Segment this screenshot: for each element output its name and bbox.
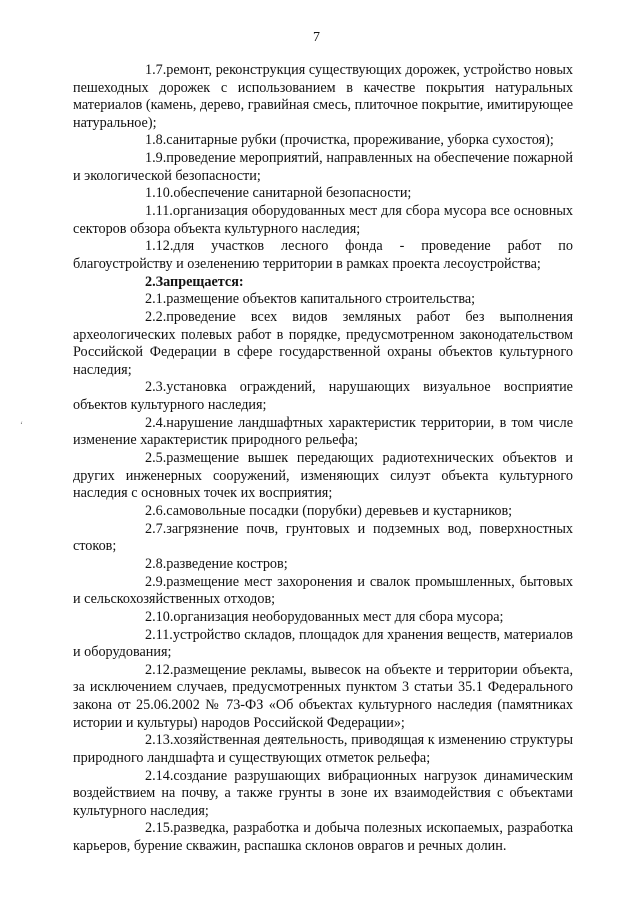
section-heading — [73, 274, 573, 292]
item-text: ремонт, реконструкция существующих дорожек, устройство новых пешеходных дорожек с использованием в качестве покрытия натуральных материалов (камень, дерево, гравийная смесь, плиточное покрытие, имитирующее натуральное); — [73, 62, 573, 131]
list-item — [73, 732, 573, 767]
item-number: 1.8. — [145, 132, 167, 149]
item-number: 2.5. — [145, 450, 167, 466]
item-number: 2.10. — [145, 608, 174, 625]
list-item — [73, 132, 573, 150]
list-item — [73, 62, 573, 132]
item-number: 2.12. — [145, 661, 174, 678]
list-item — [73, 609, 573, 627]
item-text: установка ограждений, нарушающих визуальное восприятие объектов культурного наследия; — [73, 379, 573, 414]
prohibited-list — [73, 291, 573, 855]
document-body — [73, 62, 573, 856]
item-number: 2.11. — [145, 626, 173, 643]
item-number: 2.13. — [145, 732, 174, 749]
list-item — [73, 150, 573, 185]
list-item — [73, 450, 573, 503]
item-number: 2.15. — [145, 820, 174, 837]
item-number: 2.8. — [145, 555, 167, 572]
item-number: 1.7. — [145, 62, 167, 78]
section-title: Запрещается: — [155, 273, 244, 290]
item-text: проведение мероприятий, направленных на обеспечение пожарной и экологической безопасности; — [73, 150, 573, 184]
item-number: 2.3. — [145, 379, 167, 396]
item-text: санитарные рубки (прочистка, прореживание, уборка сухостоя); — [166, 132, 554, 149]
list-item — [73, 415, 573, 450]
item-text: создание разрушающих вибрационных нагрузок динамическим воздействием на почву, а также грунты в зоне их взаимодействия с объектами культурного наследия; — [73, 767, 573, 819]
item-text: нарушение ландшафтных характеристик территории, в том числе изменение характеристик природного рельефа; — [73, 414, 573, 449]
item-text: устройство складов, площадок для хранения веществ, материалов и оборудования; — [73, 626, 573, 661]
list-item — [73, 203, 573, 238]
list-item — [73, 574, 573, 609]
item-text: загрязнение почв, грунтовых и подземных вод, поверхностных стоков; — [73, 520, 573, 555]
item-number: 1.12. — [145, 238, 174, 255]
list-item — [73, 503, 573, 521]
item-number: 2.14. — [145, 767, 174, 784]
allowed-list — [73, 62, 573, 274]
item-number: 2.6. — [145, 502, 167, 519]
item-text: организация необорудованных мест для сбора мусора; — [173, 608, 504, 625]
item-text: размещение рекламы, вывесок на объекте и территории объекта, за исключением случаев, предусмотренных пунктом 3 статьи 35.1 Федерального закона от 25.06.2002 № 73-ФЗ «Об объектах культурного наследия (памятниках истории и культуры) народов Российской Федерации»; — [73, 661, 573, 731]
item-number: 2.2. — [145, 308, 167, 325]
list-item — [73, 627, 573, 662]
list-item — [73, 662, 573, 732]
item-text: размещение мест захоронения и свалок промышленных, бытовых и сельскохозяйственных отходов; — [73, 573, 573, 608]
item-number: 2.1. — [145, 291, 167, 308]
list-item — [73, 768, 573, 821]
item-text: разведение костров; — [166, 555, 288, 572]
item-text: самовольные посадки (порубки) деревьев и кустарников; — [166, 502, 513, 519]
item-text: разведка, разработка и добыча полезных ископаемых, разработка карьеров, бурение скважин, распашка склонов оврагов и речных долин. — [73, 820, 573, 854]
item-number: 2.9. — [145, 573, 167, 590]
list-item — [73, 185, 573, 203]
item-text: обеспечение санитарной безопасности; — [173, 185, 412, 202]
item-number: 1.11. — [145, 203, 173, 220]
list-item — [73, 521, 573, 556]
item-text: для участков лесного фонда - проведение работ по благоустройству и озеленению территории в рамках проекта лесоустройства; — [73, 238, 573, 272]
margin-mark: ‘ — [20, 420, 23, 430]
section-number: 2. — [145, 273, 156, 290]
item-number: 1.9. — [145, 150, 167, 167]
item-number: 2.4. — [145, 414, 167, 431]
list-item — [73, 309, 573, 379]
list-item — [73, 379, 573, 414]
item-text: проведение всех видов земляных работ без выполнения археологических полевых работ в порядке, предусмотренном законодательством Российской Федерации в сфере государственной охраны объектов культурного наследия; — [73, 308, 573, 378]
item-text: размещение объектов капитального строительства; — [166, 291, 476, 308]
list-item — [73, 556, 573, 574]
item-text: организация оборудованных мест для сбора мусора все основных секторов обзора объекта культурного наследия; — [73, 203, 573, 237]
list-item — [73, 820, 573, 855]
item-text: хозяйственная деятельность, приводящая к изменению структуры природного ландшафта и существующих отметок рельефа; — [73, 732, 573, 766]
item-number: 1.10. — [145, 185, 174, 202]
list-item — [73, 238, 573, 273]
list-item — [73, 291, 573, 309]
page-number: 7 — [313, 30, 320, 45]
item-text: размещение вышек передающих радиотехнических объектов и других инженерных сооружений, изменяющих силуэт объекта культурного наследия с основных точек их восприятия; — [73, 450, 573, 502]
item-number: 2.7. — [145, 520, 167, 537]
